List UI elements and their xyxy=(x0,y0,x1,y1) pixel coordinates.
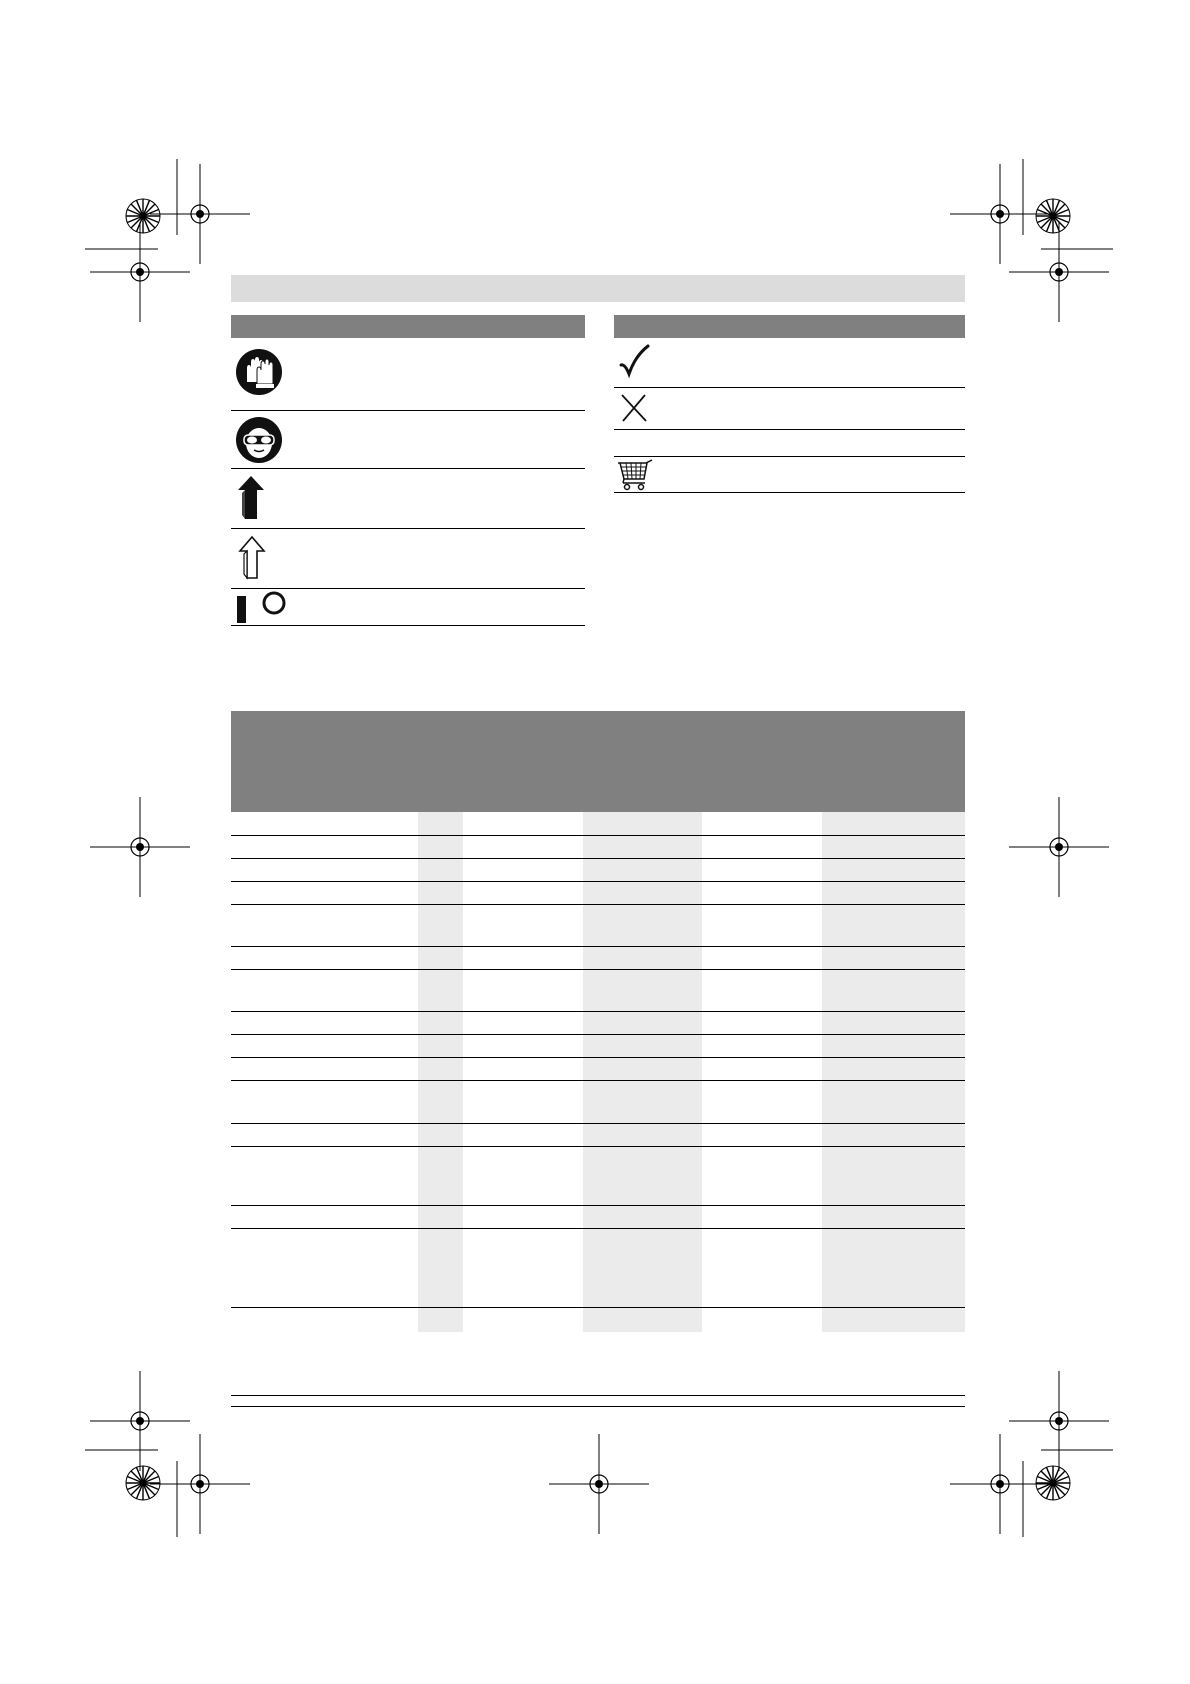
on-off-switch-icon xyxy=(235,591,287,625)
symbol-row-cross xyxy=(614,388,965,430)
table-row xyxy=(231,904,965,905)
footer-rule xyxy=(231,1406,965,1407)
table-row xyxy=(231,1146,965,1147)
data-table-header xyxy=(231,711,965,812)
table-row xyxy=(231,858,965,859)
symbol-row-on-off xyxy=(231,589,585,626)
safety-goggles-icon xyxy=(235,416,283,464)
page-header-band xyxy=(231,275,965,302)
right-symbol-table xyxy=(614,315,965,497)
table-row xyxy=(231,1123,965,1124)
shopping-cart-icon xyxy=(616,459,656,491)
table-row xyxy=(231,1228,965,1229)
table-row xyxy=(231,1011,965,1012)
table-row xyxy=(231,1080,965,1081)
table-row xyxy=(231,881,965,882)
data-table-shaded-column xyxy=(418,812,463,1332)
filled-arrow-up-icon xyxy=(237,475,267,521)
right-symbol-table-header xyxy=(614,315,965,338)
outline-arrow-up-icon xyxy=(237,535,267,581)
symbol-row-filled-arrow xyxy=(231,469,585,529)
table-row xyxy=(231,969,965,970)
data-table-shaded-column xyxy=(583,812,702,1332)
symbol-row-goggles xyxy=(231,411,585,469)
symbol-row-outline-arrow xyxy=(231,529,585,589)
data-table-shaded-column xyxy=(822,812,965,1332)
table-row xyxy=(231,835,965,836)
cross-icon xyxy=(618,392,650,424)
left-symbol-table xyxy=(231,315,585,610)
table-row xyxy=(231,1307,965,1308)
table-row xyxy=(231,1057,965,1058)
symbol-row-checkmark xyxy=(614,338,965,388)
symbol-row-blank xyxy=(614,430,965,457)
table-row xyxy=(231,1205,965,1206)
table-row xyxy=(231,946,965,947)
table-row xyxy=(231,1034,965,1035)
checkmark-icon xyxy=(618,344,652,380)
symbol-row-cart xyxy=(614,457,965,493)
symbol-row-gloves xyxy=(231,338,585,411)
footer-rule xyxy=(231,1395,965,1396)
protective-gloves-icon xyxy=(235,348,283,396)
left-symbol-table-header xyxy=(231,315,585,338)
